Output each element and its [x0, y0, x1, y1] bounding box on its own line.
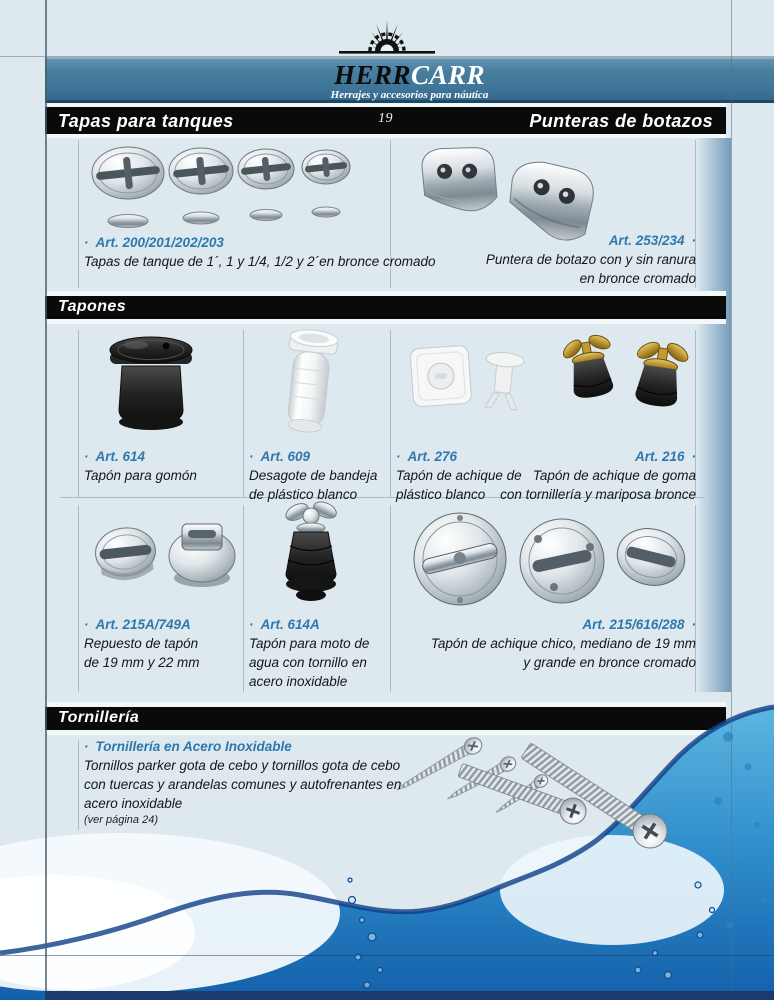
bullet-icon: · [84, 617, 89, 632]
product-info-215a [84, 616, 200, 672]
section-title-tapones: Tapones [58, 298, 126, 315]
product-desc-line: Tapas de tanque de 1´, 1 y 1/4, 1/2 y 2´en bronce cromado [84, 254, 436, 269]
brand-name [45, 61, 774, 89]
section-title-tapas: Tapas para tanques [58, 111, 234, 131]
product-art-number: Art. 253/234 [608, 233, 685, 248]
bullet-icon: · [691, 233, 696, 248]
brand-band [45, 57, 774, 103]
brand-name-secondary: CARR [410, 60, 486, 90]
product-desc-line: Puntera de botazo con y sin ranura [485, 252, 696, 267]
product-photo-repuesto-tapon [88, 502, 240, 604]
product-desc-line: Tornillos parker gota de cebo y tornillos gota de cebo [84, 758, 401, 773]
cell-border [78, 330, 79, 497]
product-info-216 [400, 448, 696, 504]
product-art-number: Art. 609 [260, 449, 311, 464]
product-info-tornilleria [84, 738, 401, 827]
cell-border [78, 505, 79, 692]
product-art-number: Art. 215/616/288 [582, 617, 685, 632]
section-title-punteras: Punteras de botazos [529, 111, 713, 131]
product-desc-line: Repuesto de tapón [84, 636, 199, 651]
bullet-icon: · [249, 617, 254, 632]
page-number: 19 [378, 111, 393, 126]
product-art-number: Art. 614 [95, 449, 146, 464]
product-photo-tapon-gomon [96, 330, 206, 442]
product-desc-line: Tapón para gomón [84, 468, 197, 483]
product-photo-achique-cromado [404, 505, 696, 613]
product-info-punteras [400, 232, 696, 288]
product-art-number: Art. 216 [634, 449, 685, 464]
product-photo-tank-caps [86, 133, 386, 233]
product-note: (ver página 24) [84, 814, 158, 826]
product-desc-line: acero inoxidable [249, 674, 348, 689]
product-art-number: Art. 614A [260, 617, 320, 632]
section-title-tornilleria: Tornillería [58, 709, 140, 726]
product-desc-line: acero inoxidable [84, 796, 183, 811]
product-desc-line: Tapón para moto de [249, 636, 370, 651]
bullet-icon: · [84, 739, 89, 754]
product-art-number: Art. 276 [407, 449, 458, 464]
cell-border [243, 505, 244, 692]
product-info-609 [249, 448, 377, 504]
product-desc-line: en bronce cromado [579, 271, 696, 286]
cell-border [390, 330, 391, 497]
product-desc-line: Tapón de achique de goma [532, 468, 696, 483]
product-desc-line: Desagote de bandeja [249, 468, 378, 483]
product-desc-line: Tapón de achique chico, mediano de 19 mm [430, 636, 696, 651]
bullet-icon: · [691, 449, 696, 464]
product-info-614a [249, 616, 369, 691]
product-desc-line: Tapón de achique de [396, 468, 522, 483]
product-info-215-616-288 [400, 616, 696, 672]
bullet-icon: · [249, 449, 254, 464]
product-desc-line: de 19 mm y 22 mm [84, 655, 200, 670]
right-margin-gradient [696, 138, 731, 692]
product-art-number: Art. 215A/749A [95, 617, 191, 632]
product-photo-achique-goma [556, 330, 694, 430]
brand-tagline: Herrajes y accesorios para náutica [330, 89, 489, 101]
bullet-icon: · [84, 449, 89, 464]
product-desc-line: con tornillería y mariposa bronce [500, 487, 696, 502]
footer-bar [45, 991, 774, 1000]
bullet-icon: · [84, 235, 89, 250]
brand-name-primary: HERR [333, 60, 411, 90]
divider-strip [45, 319, 726, 324]
product-desc-line: y grande en bronce cromado [523, 655, 696, 670]
product-photo-desagote-bandeja [252, 326, 367, 448]
cell-border [243, 330, 244, 497]
section-bar-top [45, 107, 726, 134]
product-art-number: Art. 200/201/202/203 [95, 235, 224, 250]
brand-logo-icon [325, 14, 449, 58]
bullet-icon: · [396, 449, 401, 464]
product-info-tapas [84, 234, 435, 271]
product-heading: Tornillería en Acero Inoxidable [95, 739, 292, 754]
cell-border [78, 140, 79, 288]
section-bar-tapones [45, 296, 726, 319]
product-info-614 [84, 448, 197, 485]
product-desc-line: de plástico blanco [249, 487, 358, 502]
product-desc-line: agua con tornillo en [249, 655, 367, 670]
product-photo-screws [378, 726, 712, 866]
product-desc-line: con tuercas y arandelas comunes y autofrenantes en [84, 777, 402, 792]
product-photo-achique-plastico [402, 333, 542, 433]
cell-border [390, 505, 391, 692]
product-photo-tapon-moto-agua [252, 498, 372, 610]
product-desc-line: plástico blanco [396, 487, 486, 502]
bullet-icon: · [691, 617, 696, 632]
